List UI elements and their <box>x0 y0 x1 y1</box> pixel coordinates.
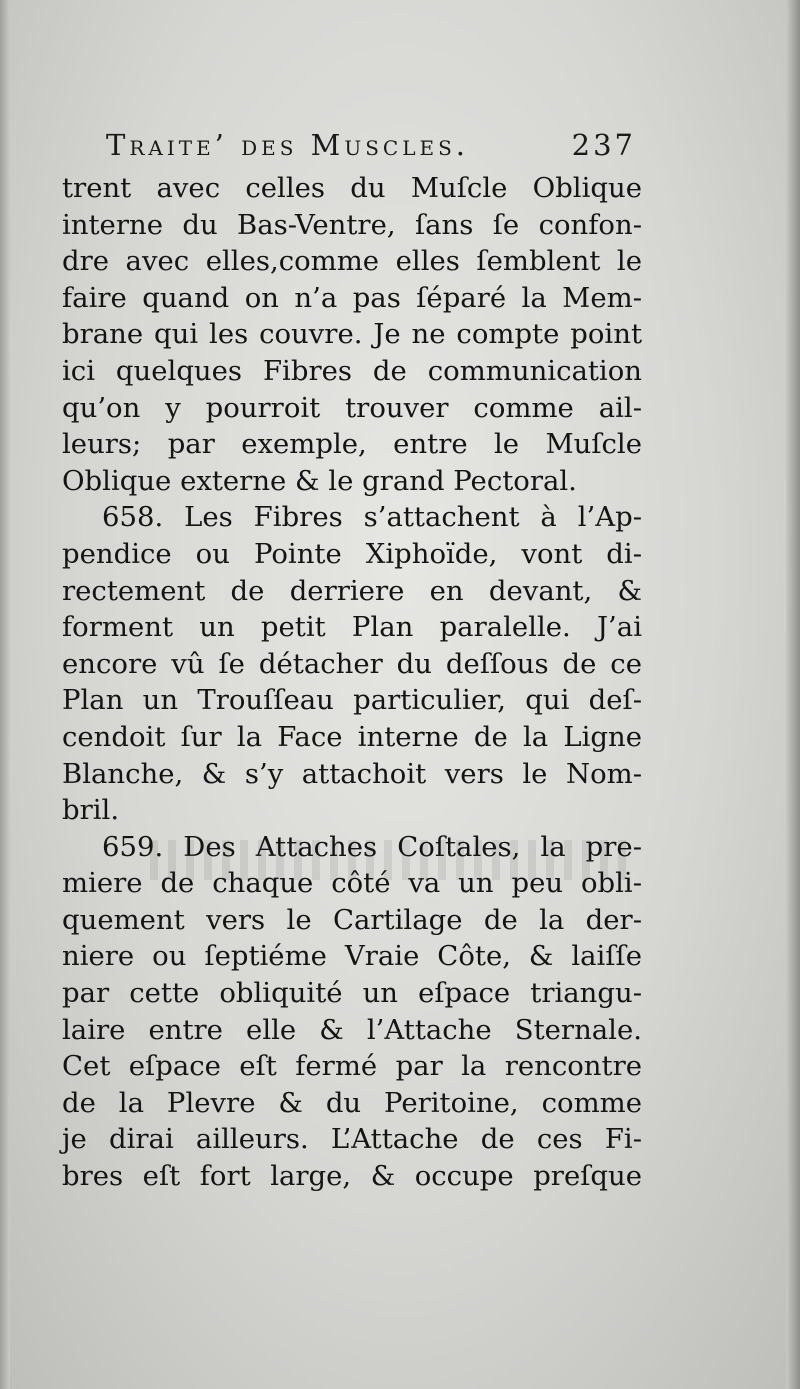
text-line: de la Plevre & du Peritoine, comme <box>62 1086 642 1119</box>
text-line: Cet eſpace eſt fermé par la rencontre <box>62 1050 642 1083</box>
paragraph-658-start: 658. Les Fibres s’attachent à l’Ap- <box>102 501 642 534</box>
text-line: Blanche, & s’y attachoit vers le Nom- <box>62 757 642 790</box>
text-line: trent avec celles du Muſcle Oblique <box>62 172 642 204</box>
text-line: je dirai ailleurs. L’Attache de ces Fi- <box>62 1123 642 1156</box>
page-edge-shadow <box>786 0 800 1389</box>
text-line: interne du Bas-Ventre, ſans ſe confon- <box>62 208 642 241</box>
text-line: faire quand on n’a pas ſéparé la Mem- <box>62 281 642 314</box>
page-header <box>106 128 636 168</box>
text-line: par cette obliquité un eſpace triangu- <box>62 977 642 1010</box>
text-line: cendoit ſur la Face interne de la Ligne <box>62 720 642 753</box>
page-gutter-shadow <box>0 0 10 1389</box>
text-line: quement vers le Cartilage de la der- <box>62 903 642 936</box>
text-line: pendice ou Pointe Xiphoïde, vont di- <box>62 537 642 570</box>
body-text <box>62 170 642 1195</box>
text-line: niere ou ſeptiéme Vraie Côte, & laiſſe <box>62 940 642 973</box>
text-line: brane qui les couvre. Je ne compte point <box>62 318 642 351</box>
text-line: leurs; par exemple, entre le Muſcle <box>62 428 642 461</box>
text-line: laire entre elle & l’Attache Sternale. <box>62 1013 642 1046</box>
text-line: encore vû ſe détacher du deſſous de ce <box>62 647 642 680</box>
text-line: Oblique externe & le grand Pectoral. <box>62 464 577 497</box>
text-line: rectement de derriere en devant, & <box>62 574 642 607</box>
text-line: forment un petit Plan paralelle. J’ai <box>62 611 642 644</box>
text-line: ici quelques Fibres de communication <box>62 354 642 387</box>
running-title: Traite’ des Muscles. <box>106 128 470 162</box>
page-number: 237 <box>571 128 636 162</box>
text-line: dre avec elles,comme elles ſemblent le <box>62 245 642 278</box>
text-line: miere de chaque côté va un peu obli- <box>62 867 642 900</box>
text-line: qu’on y pourroit trouver comme ail- <box>62 391 642 424</box>
text-line: bril. <box>62 794 120 827</box>
text-line: Plan un Trouſſeau particulier, qui deſ- <box>62 684 642 717</box>
text-line: bres eſt fort large, & occupe preſque <box>62 1160 642 1193</box>
paragraph-659-start: 659. Des Attaches Coſtales, la pre- <box>102 830 642 863</box>
